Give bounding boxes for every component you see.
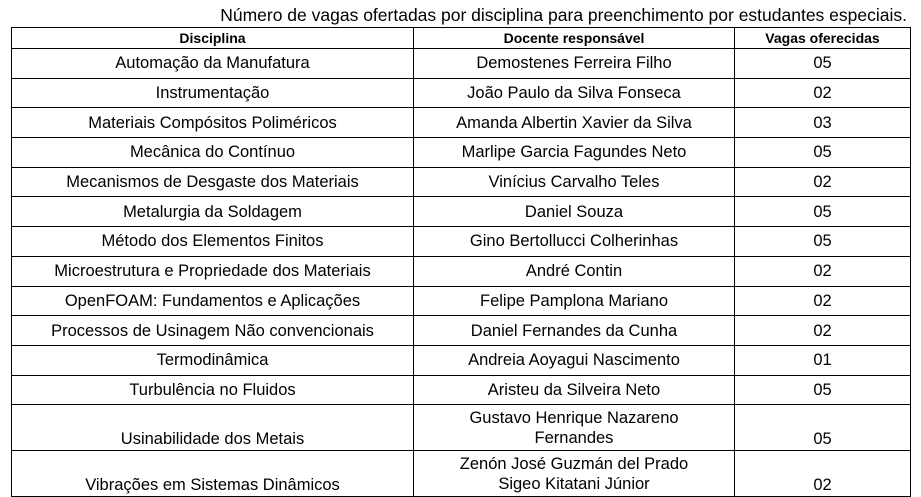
cell-vagas: 05 — [735, 375, 911, 405]
cell-vagas: 05 — [735, 197, 911, 227]
table-row — [12, 345, 911, 375]
cell-docente — [414, 197, 735, 227]
table-row — [12, 451, 911, 497]
table-row — [12, 197, 911, 227]
cell-docente — [414, 256, 735, 286]
cell-disciplina: Turbulência no Fluidos — [12, 375, 414, 405]
cell-disciplina: Instrumentação — [12, 78, 414, 108]
vagas-table — [11, 27, 911, 497]
cell-docente — [414, 405, 735, 451]
table-row — [12, 108, 911, 138]
docente-name-line: Felipe Pamplona Mariano — [479, 291, 669, 310]
cell-docente — [414, 375, 735, 405]
header-vagas: Vagas oferecidas — [735, 28, 911, 49]
cell-docente — [414, 167, 735, 197]
docente-name-line: Daniel Fernandes da Cunha — [470, 321, 678, 340]
cell-vagas: 02 — [735, 78, 911, 108]
cell-docente — [414, 138, 735, 168]
docente-name-line: Zenón José Guzmán del Prado — [459, 454, 689, 473]
docente-name-line: Marlipe Garcia Fagundes Neto — [461, 143, 687, 162]
table-row — [12, 167, 911, 197]
docente-name-line: Fernandes — [534, 428, 614, 447]
docente-name-line: João Paulo da Silva Fonseca — [467, 84, 681, 103]
cell-vagas: 02 — [735, 316, 911, 346]
table-row — [12, 227, 911, 257]
table-header-row — [12, 28, 911, 49]
table-row — [12, 316, 911, 346]
cell-disciplina: Método dos Elementos Finitos — [12, 227, 414, 257]
header-docente: Docente responsável — [414, 28, 735, 49]
cell-disciplina: Processos de Usinagem Não convencionais — [12, 316, 414, 346]
cell-vagas: 03 — [735, 108, 911, 138]
docente-name-line: Daniel Souza — [524, 202, 624, 221]
cell-disciplina: Microestrutura e Propriedade dos Materiais — [12, 256, 414, 286]
cell-docente — [414, 286, 735, 316]
cell-vagas: 05 — [735, 405, 911, 451]
table-row — [12, 375, 911, 405]
cell-disciplina: Mecânica do Contínuo — [12, 138, 414, 168]
table-row — [12, 405, 911, 451]
cell-docente — [414, 108, 735, 138]
cell-docente — [414, 451, 735, 497]
table-row — [12, 138, 911, 168]
cell-vagas: 02 — [735, 167, 911, 197]
cell-vagas: 02 — [735, 286, 911, 316]
cell-docente — [414, 49, 735, 79]
cell-docente — [414, 316, 735, 346]
cell-docente — [414, 227, 735, 257]
table-row — [12, 286, 911, 316]
cell-disciplina: Termodinâmica — [12, 345, 414, 375]
cell-vagas: 02 — [735, 451, 911, 497]
table-row — [12, 78, 911, 108]
cell-docente — [414, 78, 735, 108]
cell-disciplina: Materiais Compósitos Poliméricos — [12, 108, 414, 138]
cell-vagas: 05 — [735, 227, 911, 257]
cell-vagas: 02 — [735, 256, 911, 286]
docente-name-line: Sigeo Kitatani Júnior — [498, 474, 650, 493]
docente-name-line: André Contin — [525, 262, 623, 281]
cell-vagas: 05 — [735, 49, 911, 79]
docente-name-line: Andreia Aoyagui Nascimento — [468, 351, 680, 370]
docente-name-line: Gino Bertollucci Colherinhas — [469, 232, 679, 251]
cell-disciplina: Automação da Manufatura — [12, 49, 414, 79]
docente-name-line: Demostenes Ferreira Filho — [476, 54, 672, 73]
cell-disciplina: OpenFOAM: Fundamentos e Aplicações — [12, 286, 414, 316]
docente-name-line: Amanda Albertin Xavier da Silva — [456, 113, 692, 132]
cell-disciplina: Vibrações em Sistemas Dinâmicos — [12, 451, 414, 497]
cell-vagas: 01 — [735, 345, 911, 375]
table-body — [12, 49, 911, 497]
table-row — [12, 256, 911, 286]
table-caption: Número de vagas ofertadas por disciplina para preenchimento por estudantes especiais. — [220, 5, 907, 25]
docente-name-line: Gustavo Henrique Nazareno — [469, 408, 679, 427]
cell-disciplina: Metalurgia da Soldagem — [12, 197, 414, 227]
docente-name-line: Aristeu da Silveira Neto — [487, 380, 661, 399]
cell-docente — [414, 345, 735, 375]
cell-disciplina: Usinabilidade dos Metais — [12, 405, 414, 451]
table-row — [12, 49, 911, 79]
cell-vagas: 05 — [735, 138, 911, 168]
docente-name-line: Vinícius Carvalho Teles — [488, 173, 660, 192]
header-disciplina: Disciplina — [12, 28, 414, 49]
cell-disciplina: Mecanismos de Desgaste dos Materiais — [12, 167, 414, 197]
